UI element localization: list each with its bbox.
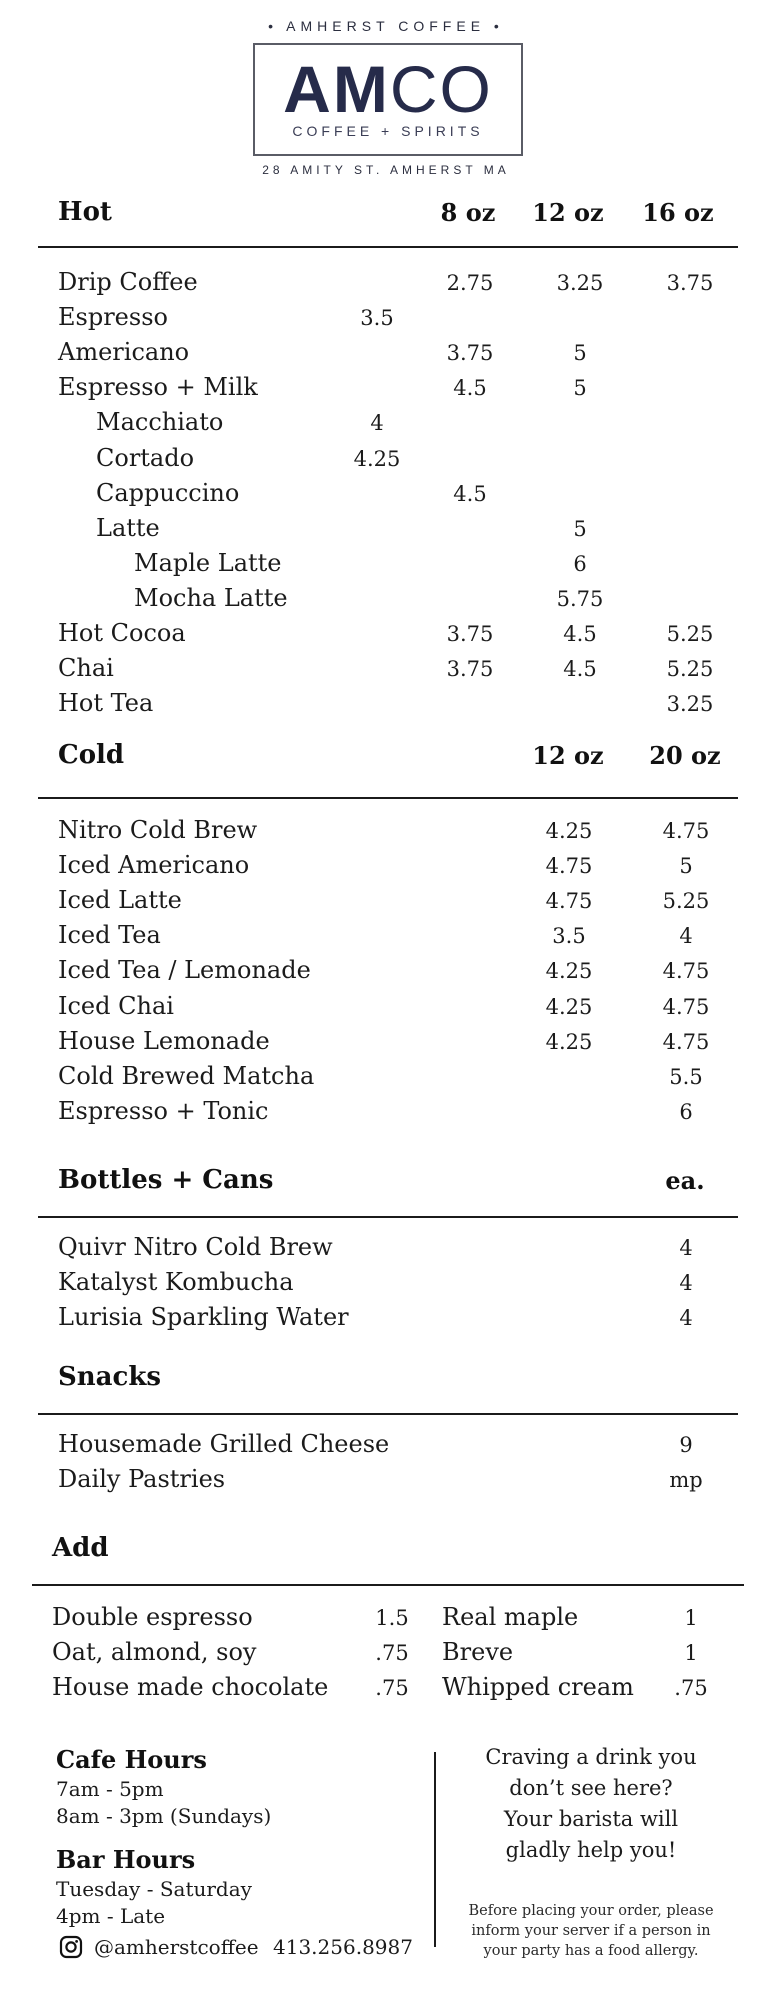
menu-item-row [0, 851, 772, 886]
menu-item-price: 5 [679, 854, 693, 879]
phone-number[interactable]: 413.256.8987 [273, 1935, 413, 1959]
hot-col-12oz: 12 oz [532, 198, 604, 227]
instagram-handle[interactable]: @amherstcoffee [94, 1935, 259, 1959]
menu-item-name: Macchiato [96, 408, 224, 437]
barista-note-line: Your barista will [503, 1807, 679, 1831]
menu-item-name: Quivr Nitro Cold Brew [58, 1233, 333, 1261]
menu-item-price: 4.25 [353, 446, 401, 471]
menu-item-row [0, 268, 772, 303]
menu-item-price: 5.75 [556, 586, 604, 611]
menu-item-row [0, 479, 772, 514]
menu-item-price: 3.75 [446, 622, 494, 646]
menu-item-name: House Lemonade [58, 1026, 270, 1055]
menu-item-price: mp [669, 1468, 703, 1493]
add-on-row [0, 1673, 772, 1708]
menu-item-price: 4 [679, 1306, 693, 1331]
menu-item-name: Iced Americano [58, 851, 250, 880]
menu-item-row [0, 373, 772, 408]
bar-hours-title: Bar Hours [56, 1845, 196, 1874]
menu-item-row [0, 408, 772, 443]
add-on-name: Oat, almond, soy [52, 1638, 257, 1667]
add-on-price: .75 [674, 1676, 708, 1701]
menu-item-row [0, 1430, 772, 1465]
add-on-name: Real maple [442, 1603, 579, 1631]
section-title-add: Add [52, 1533, 109, 1563]
menu-item-name: Hot Tea [58, 689, 154, 718]
barista-note-line: gladly help you! [505, 1838, 677, 1862]
menu-item-price: 4 [679, 924, 693, 949]
footer-divider [434, 1752, 436, 1947]
menu-item-name: Housemade Grilled Cheese [58, 1430, 390, 1458]
menu-item-name: Espresso [58, 303, 168, 332]
divider [38, 797, 738, 799]
menu-item-row [0, 549, 772, 584]
menu-item-name: Mocha Latte [134, 583, 288, 612]
menu-item-row [0, 303, 772, 338]
menu-item-price: 5 [573, 516, 587, 541]
menu-item-price: 2.75 [446, 271, 494, 295]
menu-item-row [0, 654, 772, 689]
menu-item-price: 3.25 [556, 271, 604, 295]
menu-item-row [0, 1097, 772, 1132]
menu-item-row [0, 444, 772, 479]
instagram-icon[interactable] [59, 1935, 83, 1959]
menu-item-price: 6 [679, 1099, 693, 1124]
menu-item-row [0, 1268, 772, 1303]
menu-item-price: 5 [573, 341, 587, 366]
menu-item-name: Americano [58, 338, 190, 367]
add-on-price: 1 [684, 1606, 698, 1630]
menu-item-row [0, 956, 772, 991]
menu-item-price: 3.75 [446, 341, 494, 366]
add-on-row [0, 1603, 772, 1638]
cold-col-12oz: 12 oz [532, 741, 604, 770]
menu-item-price: 4.5 [453, 481, 487, 506]
address: 28 AMITY ST. AMHERST MA [262, 163, 510, 177]
menu-item-price: 4.75 [662, 959, 710, 984]
logo-mark-light: CO [389, 52, 493, 126]
menu-item-row [0, 1062, 772, 1097]
menu-item-price: 6 [573, 551, 587, 576]
menu-item-price: 4.25 [545, 819, 593, 843]
menu-item-row [0, 338, 772, 373]
logo-mark [255, 51, 521, 127]
add-on-row [0, 1638, 772, 1673]
menu-item-price: 3.25 [666, 692, 714, 717]
menu-item-name: Lurisia Sparkling Water [58, 1303, 349, 1332]
menu-item-price: 5.25 [666, 622, 714, 646]
menu-item-price: 4 [679, 1271, 693, 1296]
menu-item-price: 3.75 [666, 271, 714, 295]
allergy-notice-line: Before placing your order, please [468, 1903, 714, 1919]
section-title-cold: Cold [58, 740, 125, 770]
menu-item-price: 4.5 [563, 622, 597, 646]
logo-subtitle: COFFEE + SPIRITS [292, 123, 484, 139]
menu-item-name: Maple Latte [134, 548, 282, 577]
menu-item-name: Espresso + Tonic [58, 1096, 269, 1125]
menu-item-price: 5.25 [666, 657, 714, 682]
menu-item-price: 4.5 [453, 376, 487, 401]
cafe-hours-line: 7am - 5pm [56, 1777, 164, 1801]
divider [32, 1584, 744, 1586]
brand-tagline: • AMHERST COFFEE • [268, 18, 504, 34]
menu-item-row [0, 1233, 772, 1268]
section-title-snacks: Snacks [58, 1362, 162, 1392]
add-on-price: .75 [375, 1676, 409, 1701]
menu-item-row [0, 1465, 772, 1500]
hot-col-8oz: 8 oz [440, 198, 496, 227]
bottles-col-each: ea. [665, 1166, 705, 1195]
menu-item-price: 4.75 [662, 994, 710, 1019]
menu-item-price: 4.75 [545, 889, 593, 914]
menu-item-row [0, 992, 772, 1027]
logo [253, 43, 523, 156]
barista-note [466, 1742, 716, 1866]
menu-item-price: 4 [679, 1236, 693, 1260]
menu-item-row [0, 619, 772, 654]
allergy-notice-line: your party has a food allergy. [483, 1943, 699, 1959]
menu-item-name: Katalyst Kombucha [58, 1268, 294, 1297]
menu-item-price: 4 [370, 411, 384, 436]
menu-item-price: 9 [679, 1433, 693, 1457]
menu-item-row [0, 1027, 772, 1062]
menu-item-price: 3.75 [446, 657, 494, 682]
section-title-hot: Hot [58, 197, 112, 227]
menu-item-row [0, 1303, 772, 1338]
menu-item-name: Daily Pastries [58, 1465, 226, 1494]
add-on-name: House made chocolate [52, 1673, 329, 1702]
menu-item-name: Chai [58, 654, 114, 683]
menu-item-row [0, 689, 772, 724]
add-on-name: Breve [442, 1638, 514, 1667]
cafe-hours-line: 8am - 3pm (Sundays) [56, 1804, 272, 1828]
menu-item-price: 5 [573, 376, 587, 401]
menu-item-name: Iced Chai [58, 991, 174, 1020]
add-on-price: 1 [684, 1641, 698, 1666]
allergy-notice [466, 1901, 716, 1961]
menu-item-name: Iced Tea / Lemonade [58, 956, 311, 985]
menu-item-row [0, 886, 772, 921]
section-title-bottles: Bottles + Cans [58, 1165, 274, 1195]
menu-item-price: 4.5 [563, 657, 597, 682]
menu-item-row [0, 514, 772, 549]
hot-col-16oz: 16 oz [642, 198, 714, 227]
menu-item-row [0, 584, 772, 619]
cold-col-20oz: 20 oz [649, 741, 721, 770]
menu-item-name: Espresso + Milk [58, 373, 258, 402]
cafe-hours-title: Cafe Hours [56, 1745, 207, 1774]
menu-item-name: Cappuccino [96, 478, 240, 507]
barista-note-line: Craving a drink you [485, 1745, 697, 1769]
bar-hours-line: 4pm - Late [56, 1904, 166, 1928]
divider [38, 1413, 738, 1415]
menu-item-name: Latte [96, 513, 160, 542]
menu-item-name: Cold Brewed Matcha [58, 1061, 315, 1090]
add-on-name: Double espresso [52, 1603, 253, 1631]
divider [38, 246, 738, 248]
menu-item-row [0, 816, 772, 851]
menu-item-price: 4.25 [545, 1029, 593, 1054]
menu-item-price: 3.5 [552, 924, 586, 949]
menu-item-name: Hot Cocoa [58, 619, 186, 647]
menu-item-price: 4.75 [662, 819, 710, 843]
menu-item-name: Drip Coffee [58, 268, 198, 296]
menu-item-price: 4.75 [545, 854, 593, 879]
allergy-notice-line: inform your server if a person in [471, 1923, 711, 1939]
menu-item-name: Iced Tea [58, 921, 161, 950]
add-on-name: Whipped cream [442, 1673, 634, 1702]
menu-item-price: 5.5 [669, 1064, 703, 1089]
bar-hours-line: Tuesday - Saturday [56, 1877, 252, 1901]
menu-item-price: 3.5 [360, 306, 394, 331]
add-on-price: .75 [375, 1641, 409, 1666]
menu-item-price: 4.25 [545, 994, 593, 1019]
menu-item-name: Cortado [96, 443, 195, 472]
menu-item-name: Iced Latte [58, 886, 182, 915]
menu-item-price: 4.75 [662, 1029, 710, 1054]
menu-item-row [0, 921, 772, 956]
barista-note-line: don’t see here? [509, 1776, 673, 1800]
divider [38, 1216, 738, 1218]
menu-item-name: Nitro Cold Brew [58, 816, 258, 844]
menu-item-price: 4.25 [545, 959, 593, 984]
logo-mark-bold: AM [283, 52, 390, 126]
menu-item-price: 5.25 [662, 889, 710, 914]
add-on-price: 1.5 [375, 1606, 409, 1630]
